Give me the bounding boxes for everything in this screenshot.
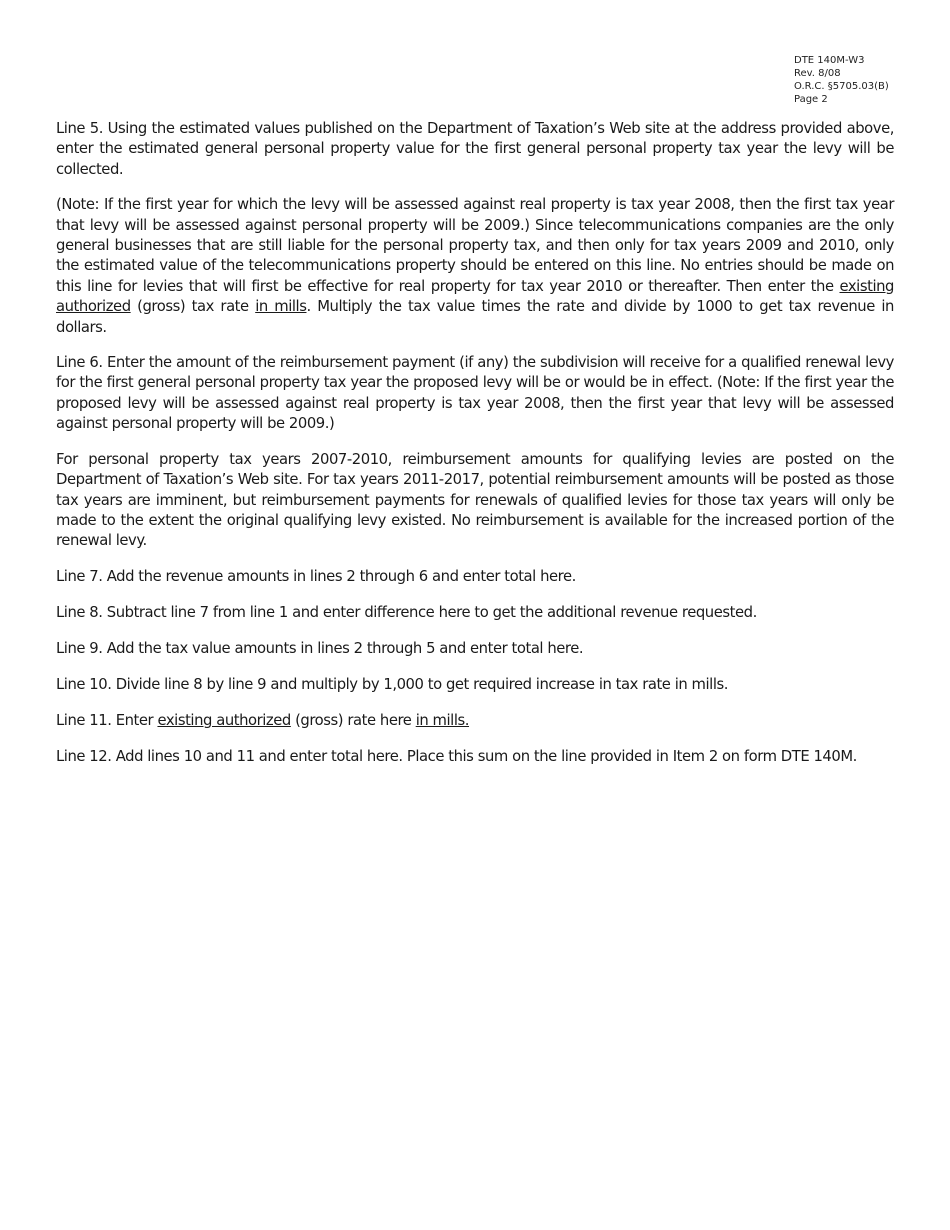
note-underline-in-mills: in mills	[255, 298, 307, 316]
line-11-instruction	[56, 711, 894, 731]
line-10-instruction: Line 10. Divide line 8 by line 9 and multiply by 1,000 to get required increase in tax rate in mills.	[56, 675, 729, 693]
form-id: DTE 140M-W3	[794, 55, 865, 66]
form-header	[794, 54, 889, 106]
line-11-text-before: Line 11. Enter	[56, 711, 158, 729]
line-5-instruction: Line 5. Using the estimated values published on the Department of Taxation’s Web site at the address provided above, enter the estimated general personal property value for the first general personal property tax year the levy will be collected.	[56, 120, 894, 178]
note-text-after: . Multiply the tax value times the rate and divide by 1000 to get tax revenue in dollars.	[56, 298, 894, 336]
line-6-instruction: Line 6. Enter the amount of the reimbursement payment (if any) the subdivision will receive for a qualified renewal levy for the first general personal property tax year the proposed levy will be or would be in effect. (Note: If the first year the proposed levy will be assessed against real property is tax year 2008, then the first year that levy will be assessed against personal property will be 2009.)	[56, 354, 894, 433]
reimbursement-paragraph: For personal property tax years 2007-2010, reimbursement amounts for qualifying levies are posted on the Department of Taxation’s Web site. For tax years 2011-2017, potential reimbursement amounts will be posted as those tax years are imminent, but reimbursement payments for renewals of qualified levies for those tax years will only be made to the extent the original qualifying levy existed. No reimbursement is available for the increased portion of the renewal levy.	[56, 450, 894, 550]
line-11-text-middle: (gross) rate here	[290, 711, 416, 729]
line-11-underline-existing-authorized: existing authorized	[157, 711, 291, 729]
note-text-middle: (gross) tax rate	[130, 298, 256, 316]
line-8-instruction: Line 8. Subtract line 7 from line 1 and enter difference here to get the additional revenue requested.	[56, 603, 757, 621]
instructions-body	[56, 119, 894, 783]
line-5-note	[56, 195, 894, 338]
note-text-before: (Note: If the first year for which the levy will be assessed against real property is tax year 2008, then the first tax year that levy will be assessed against personal property will be 2009.) Since telecommunications companies are the only general businesses that are still liable for the personal property tax, and then only for tax years 2009 and 2010, only the estimated value of the telecommunications property should be entered on this line. No entries should be made on this line for levies that will first be effective for real property for tax year 2010 or thereafter. Then enter the	[56, 196, 894, 295]
line-7-instruction: Line 7. Add the revenue amounts in lines 2 through 6 and enter total here.	[56, 567, 576, 585]
page-number: Page 2	[794, 94, 828, 105]
note-underline-existing-authorized: existing authorized	[56, 277, 894, 316]
line-11-underline-in-mills: in mills.	[415, 711, 470, 729]
revision-date: Rev. 8/08	[794, 68, 841, 79]
line-12-instruction: Line 12. Add lines 10 and 11 and enter total here. Place this sum on the line provided in Item 2 on form DTE 140M.	[56, 747, 857, 765]
statute-reference: O.R.C. §5705.03(B)	[794, 81, 889, 92]
line-9-instruction: Line 9. Add the tax value amounts in lines 2 through 5 and enter total here.	[56, 639, 584, 657]
